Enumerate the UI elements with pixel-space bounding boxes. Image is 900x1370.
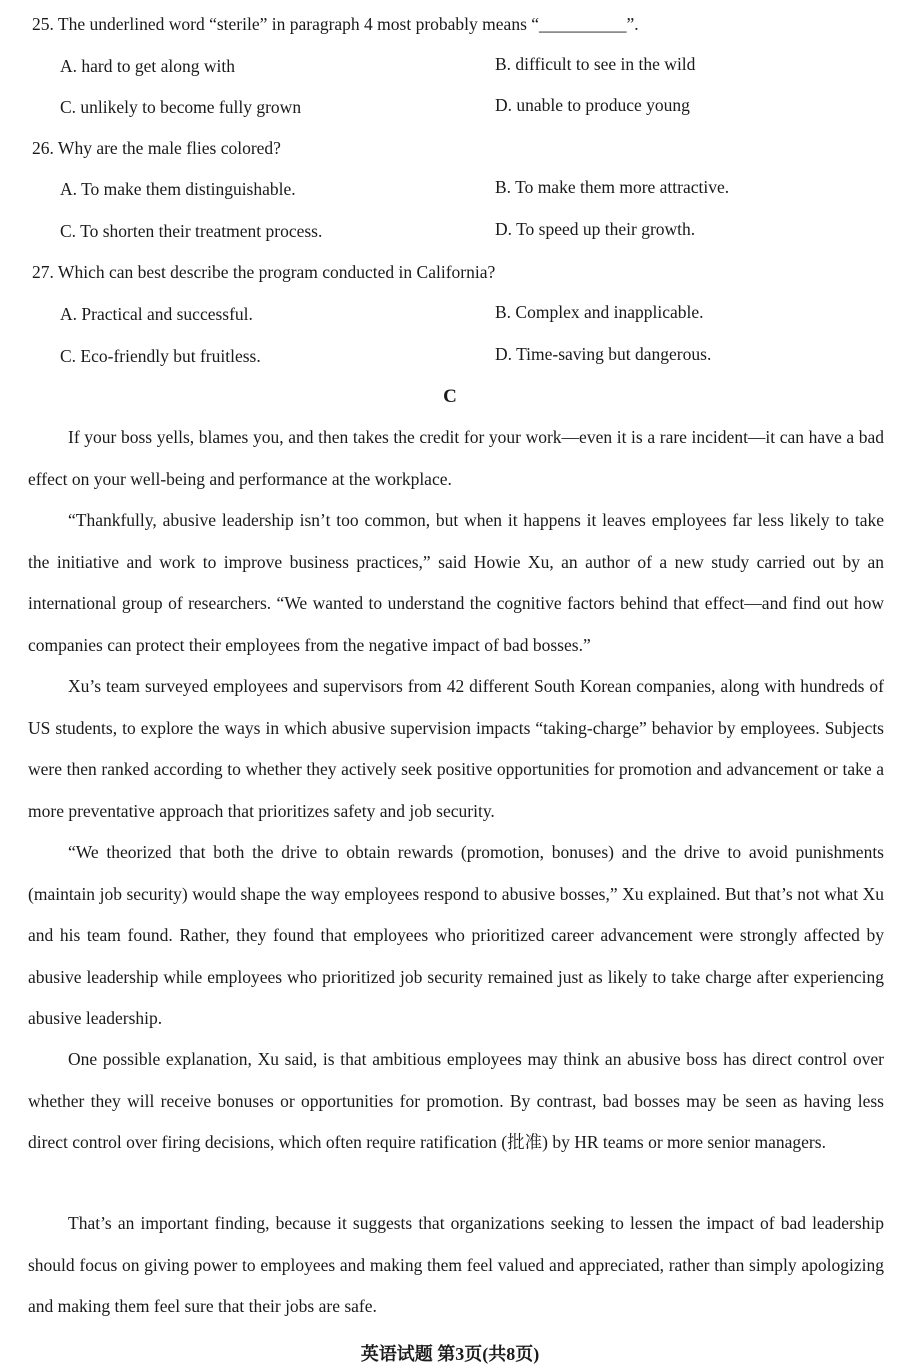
question-27-option-c: C. Eco-friendly but fruitless. — [60, 346, 261, 366]
question-26-option-b: B. To make them more attractive. — [495, 177, 730, 197]
passage-paragraph-2: “Thankfully, abusive leadership isn’t too common, but when it happens it leaves employees far less likely to take the initiative and work to improve business practices,” said Howie Xu, an author of a new study carried out by an international group of researchers. “We wanted to understand the cognitive factors behind that effect—and find out how companies can protect their employees from the negative impact of bad bosses.” — [28, 510, 884, 655]
question-26-stem: 26. Why are the male flies colored? — [32, 138, 281, 158]
passage-paragraph-1: If your boss yells, blames you, and then takes the credit for your work—even it is a rare incident—it can have a bad effect on your well-being and performance at the workplace. — [28, 427, 884, 489]
passage-paragraph-6: That’s an important finding, because it suggests that organizations seeking to lessen the impact of bad leadership should focus on giving power to employees and making them feel valued and appreciated, rather than simply apologizing and making them feel sure that their jobs are safe. — [28, 1213, 884, 1316]
question-25-option-a: A. hard to get along with — [60, 56, 235, 76]
question-25-option-d: D. unable to produce young — [495, 95, 690, 115]
question-26-option-d: D. To speed up their growth. — [495, 219, 696, 239]
passage-paragraph-3: Xu’s team surveyed employees and supervisors from 42 different South Korean companies, along with hundreds of US students, to explore the ways in which abusive supervision impacts “taking-charge” behavior by employees. Subjects were then ranked according to whether they actively seek positive opportunities for promotion and advancement or take a more preventative approach that prioritizes safety and job security. — [28, 676, 884, 821]
passage-paragraph-4: “We theorized that both the drive to obtain rewards (promotion, bonuses) and the drive to avoid punishments (maintain job security) would shape the way employees respond to abusive bosses,” Xu explained. But that’s not what Xu and his team found. Rather, they found that employees who prioritized career advancement were strongly affected by abusive leadership while employees who prioritized job security remained just as likely to take charge after experiencing abusive leadership. — [28, 842, 884, 1028]
question-27-option-b: B. Complex and inapplicable. — [495, 302, 704, 322]
passage-paragraph-5: One possible explanation, Xu said, is that ambitious employees may think an abusive boss has direct control over whether they will receive bonuses or opportunities for promotion. By contrast, bad bosses may be seen as having less direct control over firing decisions, which often require ratification (批准) by HR teams or more senior managers. — [28, 1049, 884, 1152]
question-25-option-c: C. unlikely to become fully grown — [60, 97, 302, 117]
page-footer: 英语试题 第3页(共8页) — [360, 1344, 540, 1364]
section-heading: C — [443, 386, 457, 407]
question-27-option-a: A. Practical and successful. — [60, 304, 253, 324]
question-26-option-a: A. To make them distinguishable. — [60, 179, 296, 199]
question-25-stem: 25. The underlined word “sterile” in paragraph 4 most probably means “__________”. — [32, 14, 639, 34]
question-26-option-c: C. To shorten their treatment process. — [60, 221, 323, 241]
question-27-stem: 27. Which can best describe the program conducted in California? — [32, 262, 496, 282]
question-27-option-d: D. Time-saving but dangerous. — [495, 344, 712, 364]
question-25-option-b: B. difficult to see in the wild — [495, 54, 696, 74]
